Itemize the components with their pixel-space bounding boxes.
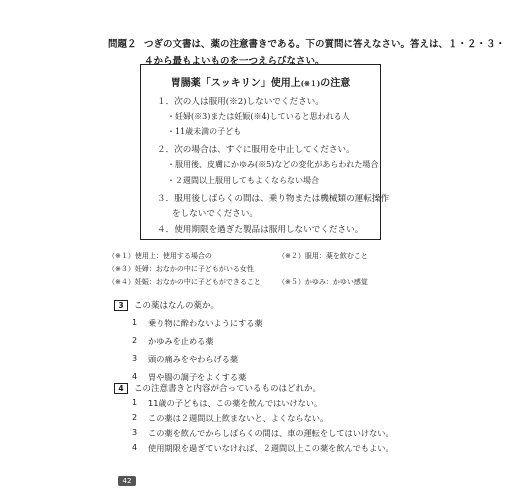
q4-option-1-text: 11歳の子どもは、この薬を飲んではいけない。 — [148, 398, 323, 408]
question-number-3: 3 — [114, 300, 128, 311]
notice-item-3-cont: をしないでください。 — [172, 209, 258, 219]
problem-instruction-line1: つぎの文書は、薬の注意書きである。下の質問に答えなさい。答えは、１・２・３・ — [144, 39, 506, 50]
problem-label: 問題２ — [108, 39, 137, 50]
question-3-text: この薬はなんの薬か。 — [134, 301, 220, 311]
notice-item-1: １．次の人は服用(※2)しないでください。 — [157, 97, 324, 107]
q4-option-2-number: 2 — [132, 413, 138, 422]
notice-bullet-2a: ・服用後、皮膚にかゆみ(※5)などの変化があらわれた場合 — [167, 160, 379, 169]
q3-option-3-number: 3 — [132, 354, 138, 363]
q4-option-1-number: 1 — [132, 398, 138, 407]
notice-title-main: 胃腸薬「スッキリン」使用上 — [170, 78, 301, 89]
q3-option-1-text: 乗り物に酔わないようにする薬 — [148, 318, 263, 328]
notice-bullet-1b: ・11歳未満の子ども — [167, 127, 242, 136]
notice-bullet-2b: ・２週間以上服用してもよくならない場合 — [167, 176, 319, 185]
notice-box — [140, 64, 390, 240]
q4-option-4-text: 使用期限を過ぎていなければ、２週間以上この薬を飲んでもよい。 — [148, 443, 394, 453]
notice-bullet-1a: ・妊婦(※3)または妊娠(※4)していると思われる人 — [167, 112, 350, 121]
q4-option-4-number: 4 — [132, 443, 138, 452]
notice-item-3: ３．服用後しばらくの間は、乗り物または機械類の運転操作 — [157, 194, 390, 204]
page-number: 42 — [118, 476, 136, 486]
notice-item-2: ２．次の場合は、すぐに服用を中止してください。 — [157, 145, 355, 155]
footnote-3: （※３）妊婦：おなかの中に子どもがいる女性 — [108, 265, 254, 273]
footnote-4: （※４）妊娠：おなかの中に子どもができること — [108, 278, 261, 286]
q3-option-3-text: 頭の痛みをやわらげる薬 — [148, 354, 239, 364]
q4-option-2-text: この薬は２週間以上飲まないと、よくならない。 — [148, 413, 329, 423]
question-number-4: 4 — [114, 383, 128, 394]
notice-title-note: (※１) — [300, 79, 321, 88]
footnote-2: （※２）服用：薬を飲むこと — [278, 252, 368, 260]
footnote-5: （※５）かゆみ：かゆい感覚 — [278, 278, 368, 286]
question-4-text: この注意書きと内容が合っているものはどれか。 — [134, 384, 322, 394]
problem-instruction-line2: ４から最もよいものを一つえらびなさい。 — [144, 56, 325, 67]
notice-title-end: の注意 — [320, 78, 351, 89]
notice-title — [141, 74, 380, 89]
footnote-1: （※１）使用上：使用する場合の — [108, 252, 212, 260]
q4-option-3-text: この薬を飲んでからしばらくの間は、車の運転をしてはいけない。 — [148, 428, 394, 438]
q3-option-2-text: かゆみを止める薬 — [148, 336, 214, 346]
q3-option-4-text: 胃や腸の調子をよくする薬 — [148, 372, 247, 382]
notice-item-4: ４．使用期限を過ぎた製品は服用しないでください。 — [157, 225, 364, 235]
q3-option-2-number: 2 — [132, 336, 138, 345]
q3-option-1-number: 1 — [132, 318, 138, 327]
q4-option-3-number: 3 — [132, 428, 138, 437]
q3-option-4-number: 4 — [132, 372, 138, 381]
